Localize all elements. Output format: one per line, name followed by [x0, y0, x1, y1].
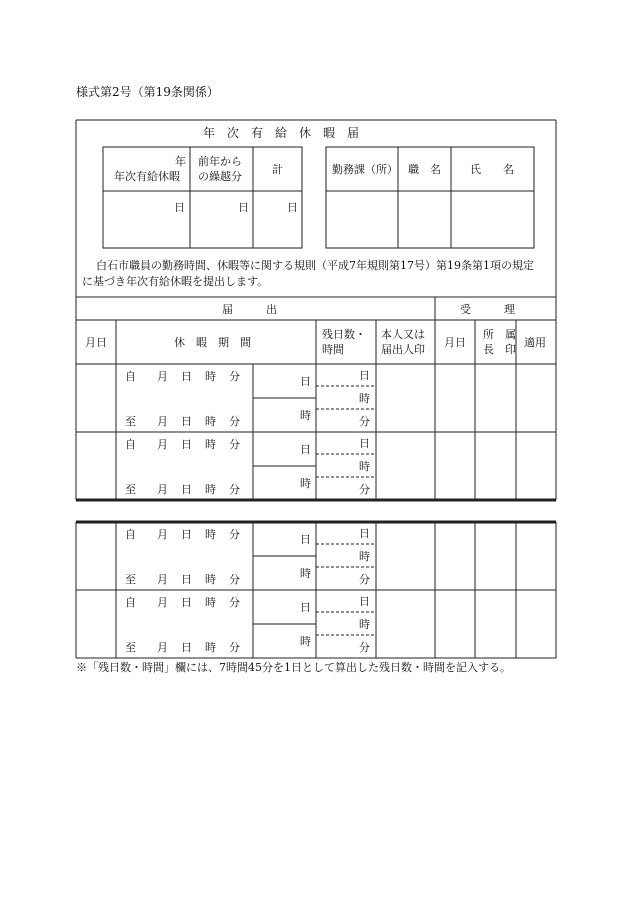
from-hour: 時 [205, 596, 216, 609]
period-hour-unit: 時 [300, 409, 311, 422]
from-day: 日 [181, 438, 192, 451]
form-title: 年 次 有 給 休 暇 届 [203, 126, 360, 140]
period-day-unit: 日 [300, 601, 311, 614]
to-hour: 時 [205, 641, 216, 654]
to-hour: 時 [205, 415, 216, 428]
footnote: ※「残日数・時間」欄には、7時間45分を1日として算出した残日数・時間を記入する。 [76, 661, 511, 674]
period-day-unit: 日 [300, 533, 311, 546]
to-hour: 時 [205, 573, 216, 586]
from-minute: 分 [229, 370, 240, 383]
from-month: 月 [157, 438, 168, 451]
period-hour-unit: 時 [300, 567, 311, 580]
header-leave-period: 休 暇 期 間 [174, 336, 251, 349]
header-annual-leave: 年次有給休暇 [114, 170, 180, 183]
to-label: 至 [125, 573, 136, 586]
day-unit-total: 日 [287, 201, 298, 214]
from-day: 日 [181, 596, 192, 609]
statement-line-1: 白石市職員の勤務時間、休暇等に関する規則（平成7年規則第17号）第19条第1項の規定 [96, 259, 534, 272]
to-label: 至 [125, 483, 136, 496]
to-minute: 分 [229, 573, 240, 586]
header-month-day-receipt: 月日 [444, 336, 466, 349]
from-hour: 時 [205, 438, 216, 451]
remaining-minute-unit: 分 [359, 483, 370, 496]
to-month: 月 [157, 641, 168, 654]
to-day: 日 [181, 641, 192, 654]
header-month-day: 月日 [85, 336, 107, 349]
remaining-day-unit: 日 [359, 369, 370, 382]
from-label: 自 [125, 596, 136, 609]
header-post: 職 名 [408, 163, 441, 176]
remaining-hour-unit: 時 [359, 460, 370, 473]
to-day: 日 [181, 573, 192, 586]
from-month: 月 [157, 596, 168, 609]
from-label: 自 [125, 370, 136, 383]
from-hour: 時 [205, 528, 216, 541]
remaining-day-unit: 日 [359, 437, 370, 450]
to-month: 月 [157, 573, 168, 586]
to-month: 月 [157, 415, 168, 428]
header-carryover-top: 前年から [198, 155, 242, 168]
remaining-hour-unit: 時 [359, 550, 370, 563]
remaining-day-unit: 日 [359, 527, 370, 540]
remaining-minute-unit: 分 [359, 573, 370, 586]
from-minute: 分 [229, 596, 240, 609]
to-day: 日 [181, 483, 192, 496]
to-minute: 分 [229, 483, 240, 496]
header-annual-top: 年 [175, 155, 186, 168]
from-minute: 分 [229, 528, 240, 541]
to-minute: 分 [229, 641, 240, 654]
to-label: 至 [125, 641, 136, 654]
period-day-unit: 日 [300, 375, 311, 388]
to-minute: 分 [229, 415, 240, 428]
form-number: 様式第2号（第19条関係） [76, 85, 219, 99]
header-receipt: 受 理 [460, 303, 515, 316]
from-month: 月 [157, 370, 168, 383]
header-submission: 届 出 [222, 303, 277, 316]
header-department: 勤務課（所） [332, 163, 398, 176]
header-dept-head-1: 所 属 [483, 328, 516, 341]
from-hour: 時 [205, 370, 216, 383]
header-applicant-1: 本人又は [381, 328, 425, 341]
header-dept-head-2: 長 印 [483, 343, 516, 356]
header-remaining-1: 残日数・ [322, 328, 366, 341]
from-month: 月 [157, 528, 168, 541]
to-day: 日 [181, 415, 192, 428]
day-unit-annual: 日 [174, 201, 185, 214]
period-day-unit: 日 [300, 443, 311, 456]
header-total: 計 [272, 163, 283, 176]
from-day: 日 [181, 528, 192, 541]
header-apply: 適用 [524, 336, 546, 349]
remaining-day-unit: 日 [359, 595, 370, 608]
remaining-hour-unit: 時 [359, 392, 370, 405]
remaining-hour-unit: 時 [359, 618, 370, 631]
day-unit-carryover: 日 [238, 201, 249, 214]
to-hour: 時 [205, 483, 216, 496]
remaining-minute-unit: 分 [359, 415, 370, 428]
from-label: 自 [125, 438, 136, 451]
to-month: 月 [157, 483, 168, 496]
header-applicant-2: 届出人印 [381, 343, 425, 356]
to-label: 至 [125, 415, 136, 428]
from-label: 自 [125, 528, 136, 541]
remaining-minute-unit: 分 [359, 641, 370, 654]
period-hour-unit: 時 [300, 635, 311, 648]
header-name: 氏 名 [470, 163, 514, 176]
header-remaining-2: 時間 [322, 343, 344, 356]
statement-line-2: に基づき年次有給休暇を提出します。 [82, 275, 269, 288]
from-minute: 分 [229, 438, 240, 451]
header-carryover-bottom: の繰越分 [198, 170, 242, 183]
from-day: 日 [181, 370, 192, 383]
period-hour-unit: 時 [300, 477, 311, 490]
